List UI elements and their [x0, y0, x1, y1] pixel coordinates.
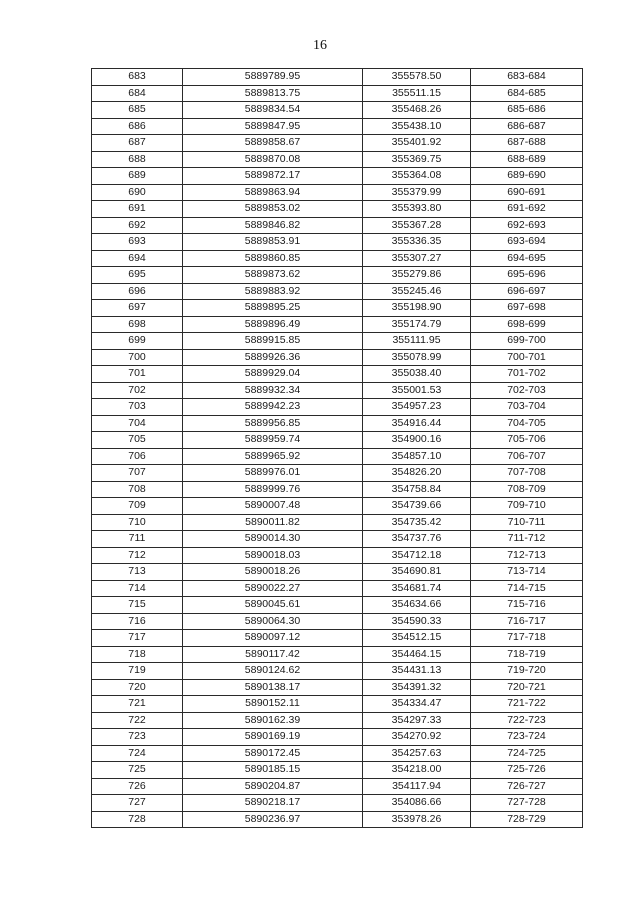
x-coordinate-cell: 5889847.95: [183, 118, 363, 135]
y-coordinate-cell: 355364.08: [363, 168, 471, 185]
segment-cell: 686-687: [471, 118, 583, 135]
point-number-cell: 712: [92, 547, 183, 564]
x-coordinate-cell: 5889965.92: [183, 448, 363, 465]
segment-cell: 700-701: [471, 349, 583, 366]
x-coordinate-cell: 5890204.87: [183, 778, 363, 795]
y-coordinate-cell: 354334.47: [363, 696, 471, 713]
table-row: [92, 382, 583, 399]
y-coordinate-cell: 354086.66: [363, 795, 471, 812]
point-number-cell: 693: [92, 234, 183, 251]
point-number-cell: 699: [92, 333, 183, 350]
y-coordinate-cell: 354737.76: [363, 531, 471, 548]
x-coordinate-cell: 5889873.62: [183, 267, 363, 284]
point-number-cell: 725: [92, 762, 183, 779]
point-number-cell: 714: [92, 580, 183, 597]
point-number-cell: 685: [92, 102, 183, 119]
table-row: [92, 333, 583, 350]
point-number-cell: 691: [92, 201, 183, 218]
point-number-cell: 692: [92, 217, 183, 234]
table-row: [92, 564, 583, 581]
table-row: [92, 811, 583, 828]
y-coordinate-cell: 355511.15: [363, 85, 471, 102]
x-coordinate-cell: 5890045.61: [183, 597, 363, 614]
point-number-cell: 720: [92, 679, 183, 696]
x-coordinate-cell: 5889858.67: [183, 135, 363, 152]
x-coordinate-cell: 5889853.02: [183, 201, 363, 218]
x-coordinate-cell: 5889976.01: [183, 465, 363, 482]
segment-cell: 713-714: [471, 564, 583, 581]
segment-cell: 719-720: [471, 663, 583, 680]
point-number-cell: 704: [92, 415, 183, 432]
table-row: [92, 250, 583, 267]
point-number-cell: 709: [92, 498, 183, 515]
x-coordinate-cell: 5890124.62: [183, 663, 363, 680]
segment-cell: 690-691: [471, 184, 583, 201]
segment-cell: 684-685: [471, 85, 583, 102]
y-coordinate-cell: 354900.16: [363, 432, 471, 449]
y-coordinate-cell: 355379.99: [363, 184, 471, 201]
x-coordinate-cell: 5890018.26: [183, 564, 363, 581]
table-row: [92, 151, 583, 168]
y-coordinate-cell: 355307.27: [363, 250, 471, 267]
x-coordinate-cell: 5889872.17: [183, 168, 363, 185]
table-row: [92, 481, 583, 498]
x-coordinate-cell: 5889846.82: [183, 217, 363, 234]
table-row: [92, 102, 583, 119]
y-coordinate-cell: 355393.80: [363, 201, 471, 218]
point-number-cell: 687: [92, 135, 183, 152]
point-number-cell: 701: [92, 366, 183, 383]
y-coordinate-cell: 354690.81: [363, 564, 471, 581]
segment-cell: 711-712: [471, 531, 583, 548]
x-coordinate-cell: 5889895.25: [183, 300, 363, 317]
y-coordinate-cell: 355078.99: [363, 349, 471, 366]
table-row: [92, 646, 583, 663]
table-row: [92, 168, 583, 185]
x-coordinate-cell: 5889860.85: [183, 250, 363, 267]
y-coordinate-cell: 355401.92: [363, 135, 471, 152]
y-coordinate-cell: 355198.90: [363, 300, 471, 317]
segment-cell: 721-722: [471, 696, 583, 713]
table-row: [92, 465, 583, 482]
y-coordinate-cell: 354681.74: [363, 580, 471, 597]
x-coordinate-cell: 5889813.75: [183, 85, 363, 102]
point-number-cell: 719: [92, 663, 183, 680]
point-number-cell: 728: [92, 811, 183, 828]
table-row: [92, 366, 583, 383]
point-number-cell: 717: [92, 630, 183, 647]
y-coordinate-cell: 355336.35: [363, 234, 471, 251]
point-number-cell: 695: [92, 267, 183, 284]
segment-cell: 696-697: [471, 283, 583, 300]
point-number-cell: 697: [92, 300, 183, 317]
table-row: [92, 514, 583, 531]
y-coordinate-cell: 354857.10: [363, 448, 471, 465]
x-coordinate-cell: 5889834.54: [183, 102, 363, 119]
y-coordinate-cell: 354739.66: [363, 498, 471, 515]
table-row: [92, 399, 583, 416]
x-coordinate-cell: 5889853.91: [183, 234, 363, 251]
table-row: [92, 85, 583, 102]
point-number-cell: 706: [92, 448, 183, 465]
table-row: [92, 597, 583, 614]
y-coordinate-cell: 354117.94: [363, 778, 471, 795]
point-number-cell: 727: [92, 795, 183, 812]
y-coordinate-cell: 354297.33: [363, 712, 471, 729]
y-coordinate-cell: 355578.50: [363, 69, 471, 86]
coordinates-table: [91, 68, 583, 828]
table-row: [92, 498, 583, 515]
x-coordinate-cell: 5890011.82: [183, 514, 363, 531]
coordinates-table-container: [91, 68, 582, 828]
y-coordinate-cell: 355468.26: [363, 102, 471, 119]
y-coordinate-cell: 355038.40: [363, 366, 471, 383]
y-coordinate-cell: 354257.63: [363, 745, 471, 762]
table-row: [92, 712, 583, 729]
x-coordinate-cell: 5889870.08: [183, 151, 363, 168]
segment-cell: 720-721: [471, 679, 583, 696]
x-coordinate-cell: 5889959.74: [183, 432, 363, 449]
table-row: [92, 135, 583, 152]
x-coordinate-cell: 5889942.23: [183, 399, 363, 416]
x-coordinate-cell: 5890117.42: [183, 646, 363, 663]
point-number-cell: 696: [92, 283, 183, 300]
x-coordinate-cell: 5889932.34: [183, 382, 363, 399]
point-number-cell: 723: [92, 729, 183, 746]
y-coordinate-cell: 355111.95: [363, 333, 471, 350]
table-row: [92, 217, 583, 234]
table-row: [92, 630, 583, 647]
table-row: [92, 448, 583, 465]
segment-cell: 707-708: [471, 465, 583, 482]
table-row: [92, 729, 583, 746]
point-number-cell: 715: [92, 597, 183, 614]
segment-cell: 695-696: [471, 267, 583, 284]
y-coordinate-cell: 354735.42: [363, 514, 471, 531]
point-number-cell: 713: [92, 564, 183, 581]
page-number: 16: [313, 38, 327, 53]
segment-cell: 687-688: [471, 135, 583, 152]
segment-cell: 692-693: [471, 217, 583, 234]
x-coordinate-cell: 5890172.45: [183, 745, 363, 762]
table-row: [92, 580, 583, 597]
segment-cell: 694-695: [471, 250, 583, 267]
segment-cell: 727-728: [471, 795, 583, 812]
x-coordinate-cell: 5889999.76: [183, 481, 363, 498]
point-number-cell: 686: [92, 118, 183, 135]
segment-cell: 704-705: [471, 415, 583, 432]
table-row: [92, 547, 583, 564]
segment-cell: 683-684: [471, 69, 583, 86]
x-coordinate-cell: 5890218.17: [183, 795, 363, 812]
table-row: [92, 415, 583, 432]
point-number-cell: 711: [92, 531, 183, 548]
table-row: [92, 283, 583, 300]
y-coordinate-cell: 354826.20: [363, 465, 471, 482]
table-row: [92, 300, 583, 317]
x-coordinate-cell: 5889896.49: [183, 316, 363, 333]
segment-cell: 723-724: [471, 729, 583, 746]
segment-cell: 702-703: [471, 382, 583, 399]
y-coordinate-cell: 355279.86: [363, 267, 471, 284]
segment-cell: 725-726: [471, 762, 583, 779]
segment-cell: 714-715: [471, 580, 583, 597]
table-row: [92, 201, 583, 218]
point-number-cell: 705: [92, 432, 183, 449]
x-coordinate-cell: 5889863.94: [183, 184, 363, 201]
x-coordinate-cell: 5890064.30: [183, 613, 363, 630]
y-coordinate-cell: 354270.92: [363, 729, 471, 746]
segment-cell: 716-717: [471, 613, 583, 630]
point-number-cell: 702: [92, 382, 183, 399]
y-coordinate-cell: 354758.84: [363, 481, 471, 498]
point-number-cell: 698: [92, 316, 183, 333]
x-coordinate-cell: 5889883.92: [183, 283, 363, 300]
segment-cell: 697-698: [471, 300, 583, 317]
y-coordinate-cell: 354712.18: [363, 547, 471, 564]
segment-cell: 706-707: [471, 448, 583, 465]
point-number-cell: 684: [92, 85, 183, 102]
y-coordinate-cell: 353978.26: [363, 811, 471, 828]
x-coordinate-cell: 5890169.19: [183, 729, 363, 746]
table-row: [92, 184, 583, 201]
x-coordinate-cell: 5890236.97: [183, 811, 363, 828]
table-row: [92, 69, 583, 86]
segment-cell: 712-713: [471, 547, 583, 564]
table-row: [92, 762, 583, 779]
segment-cell: 709-710: [471, 498, 583, 515]
table-row: [92, 316, 583, 333]
y-coordinate-cell: 354218.00: [363, 762, 471, 779]
table-row: [92, 696, 583, 713]
y-coordinate-cell: 354590.33: [363, 613, 471, 630]
x-coordinate-cell: 5889956.85: [183, 415, 363, 432]
table-row: [92, 267, 583, 284]
y-coordinate-cell: 355001.53: [363, 382, 471, 399]
y-coordinate-cell: 354391.32: [363, 679, 471, 696]
point-number-cell: 688: [92, 151, 183, 168]
segment-cell: 698-699: [471, 316, 583, 333]
segment-cell: 726-727: [471, 778, 583, 795]
table-row: [92, 778, 583, 795]
x-coordinate-cell: 5889915.85: [183, 333, 363, 350]
segment-cell: 724-725: [471, 745, 583, 762]
point-number-cell: 716: [92, 613, 183, 630]
segment-cell: 728-729: [471, 811, 583, 828]
x-coordinate-cell: 5889926.36: [183, 349, 363, 366]
y-coordinate-cell: 354512.15: [363, 630, 471, 647]
table-row: [92, 745, 583, 762]
x-coordinate-cell: 5890022.27: [183, 580, 363, 597]
table-row: [92, 234, 583, 251]
segment-cell: 705-706: [471, 432, 583, 449]
x-coordinate-cell: 5890007.48: [183, 498, 363, 515]
segment-cell: 715-716: [471, 597, 583, 614]
point-number-cell: 707: [92, 465, 183, 482]
point-number-cell: 722: [92, 712, 183, 729]
point-number-cell: 708: [92, 481, 183, 498]
x-coordinate-cell: 5890162.39: [183, 712, 363, 729]
point-number-cell: 703: [92, 399, 183, 416]
segment-cell: 685-686: [471, 102, 583, 119]
x-coordinate-cell: 5890097.12: [183, 630, 363, 647]
x-coordinate-cell: 5890018.03: [183, 547, 363, 564]
x-coordinate-cell: 5890185.15: [183, 762, 363, 779]
y-coordinate-cell: 355367.28: [363, 217, 471, 234]
segment-cell: 703-704: [471, 399, 583, 416]
table-row: [92, 432, 583, 449]
point-number-cell: 721: [92, 696, 183, 713]
y-coordinate-cell: 354957.23: [363, 399, 471, 416]
segment-cell: 688-689: [471, 151, 583, 168]
point-number-cell: 690: [92, 184, 183, 201]
x-coordinate-cell: 5889929.04: [183, 366, 363, 383]
segment-cell: 699-700: [471, 333, 583, 350]
table-row: [92, 679, 583, 696]
table-row: [92, 795, 583, 812]
segment-cell: 708-709: [471, 481, 583, 498]
table-body: [92, 69, 583, 828]
point-number-cell: 694: [92, 250, 183, 267]
y-coordinate-cell: 354634.66: [363, 597, 471, 614]
y-coordinate-cell: 354431.13: [363, 663, 471, 680]
segment-cell: 691-692: [471, 201, 583, 218]
x-coordinate-cell: 5889789.95: [183, 69, 363, 86]
y-coordinate-cell: 355245.46: [363, 283, 471, 300]
x-coordinate-cell: 5890014.30: [183, 531, 363, 548]
point-number-cell: 724: [92, 745, 183, 762]
table-row: [92, 531, 583, 548]
segment-cell: 701-702: [471, 366, 583, 383]
x-coordinate-cell: 5890138.17: [183, 679, 363, 696]
point-number-cell: 700: [92, 349, 183, 366]
y-coordinate-cell: 355369.75: [363, 151, 471, 168]
segment-cell: 722-723: [471, 712, 583, 729]
table-row: [92, 118, 583, 135]
y-coordinate-cell: 355438.10: [363, 118, 471, 135]
point-number-cell: 689: [92, 168, 183, 185]
y-coordinate-cell: 354464.15: [363, 646, 471, 663]
point-number-cell: 683: [92, 69, 183, 86]
y-coordinate-cell: 355174.79: [363, 316, 471, 333]
x-coordinate-cell: 5890152.11: [183, 696, 363, 713]
segment-cell: 689-690: [471, 168, 583, 185]
table-row: [92, 349, 583, 366]
table-row: [92, 613, 583, 630]
segment-cell: 718-719: [471, 646, 583, 663]
y-coordinate-cell: 354916.44: [363, 415, 471, 432]
point-number-cell: 726: [92, 778, 183, 795]
segment-cell: 717-718: [471, 630, 583, 647]
segment-cell: 710-711: [471, 514, 583, 531]
table-row: [92, 663, 583, 680]
point-number-cell: 718: [92, 646, 183, 663]
point-number-cell: 710: [92, 514, 183, 531]
segment-cell: 693-694: [471, 234, 583, 251]
